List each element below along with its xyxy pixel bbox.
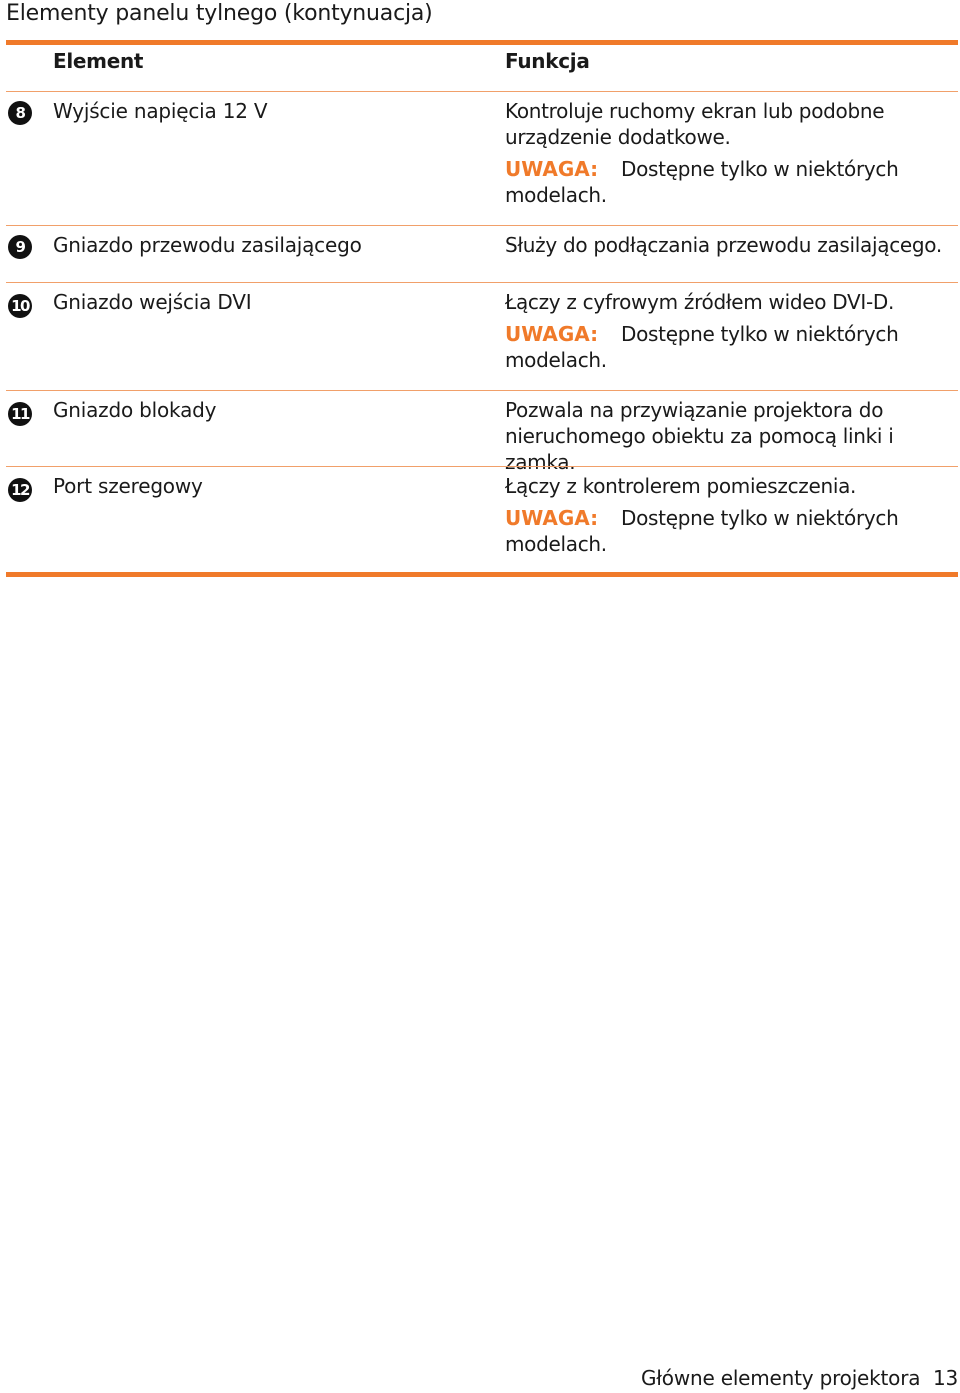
column-header-function: Funkcja [505, 49, 590, 73]
function-text: Łączy z kontrolerem pomieszczenia. [505, 474, 857, 498]
note-text: modelach. [505, 348, 607, 372]
callout-number-badge: 9 [8, 235, 32, 259]
function-text: nieruchomego obiektu za pomocą linki i zamka. [505, 424, 894, 474]
note-label: UWAGA: [505, 322, 599, 346]
page-number: 13 [933, 1366, 959, 1390]
note-text: modelach. [505, 183, 607, 207]
note-text: Dostępne tylko w niektórych [621, 157, 899, 181]
note [505, 505, 955, 531]
row-divider [6, 282, 958, 283]
note-text: Dostępne tylko w niektórych [621, 322, 899, 346]
note-label: UWAGA: [505, 506, 599, 530]
footer-section-title: Główne elementy projektora [641, 1366, 921, 1390]
row-divider [6, 225, 958, 226]
table-top-rule [6, 40, 958, 45]
note-text: Dostępne tylko w niektórych [621, 506, 899, 530]
note [505, 321, 955, 347]
element-name: Gniazdo przewodu zasilającego [53, 233, 362, 257]
callout-number-badge: 12 [8, 478, 32, 502]
table-caption: Elementy panelu tylnego (kontynuacja) [6, 1, 433, 26]
row-divider [6, 91, 958, 92]
column-header-element: Element [53, 49, 144, 73]
function-text: Kontroluje ruchomy ekran lub podobne [505, 99, 885, 123]
callout-number-badge: 8 [8, 101, 32, 125]
function-text: urządzenie dodatkowe. [505, 125, 731, 149]
row-divider [6, 390, 958, 391]
function-text: Łączy z cyfrowym źródłem wideo DVI-D. [505, 290, 895, 314]
element-name: Gniazdo blokady [53, 398, 217, 422]
element-name: Wyjście napięcia 12 V [53, 99, 268, 123]
function-description [505, 473, 955, 557]
element-name: Gniazdo wejścia DVI [53, 290, 252, 314]
row-divider [6, 466, 958, 467]
table-bottom-rule [6, 572, 958, 577]
element-name: Port szeregowy [53, 474, 203, 498]
function-description [505, 289, 955, 373]
function-text: Służy do podłączania przewodu zasilającego. [505, 233, 942, 257]
note-label: UWAGA: [505, 157, 599, 181]
function-description [505, 98, 955, 208]
function-text: Pozwala na przywiązanie projektora do [505, 398, 884, 422]
callout-number-badge: 11 [8, 402, 32, 426]
function-description [505, 397, 955, 475]
function-description [505, 232, 955, 258]
note-text: modelach. [505, 532, 607, 556]
note [505, 156, 955, 182]
callout-number-badge: 10 [8, 294, 32, 318]
